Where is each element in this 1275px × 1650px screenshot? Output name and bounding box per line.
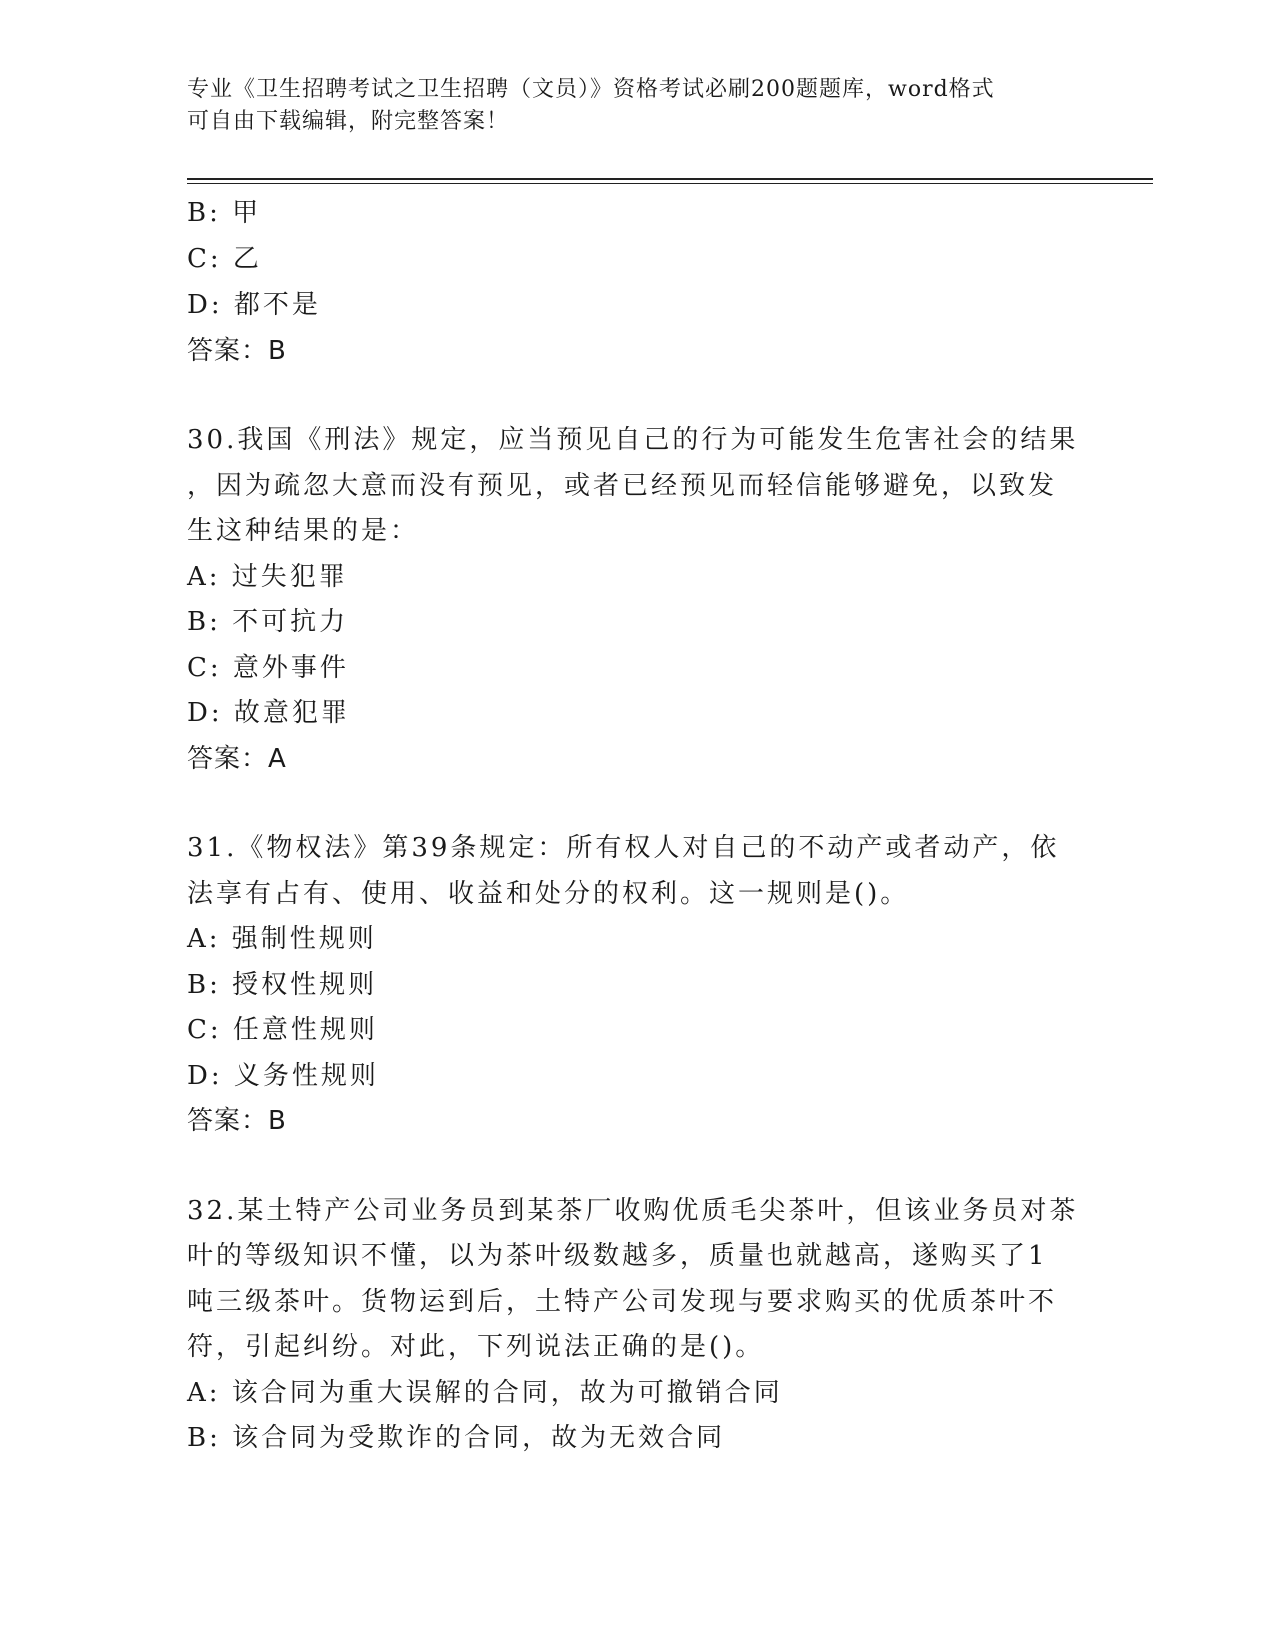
option-b: B: 授权性规则 [187,969,378,1000]
question-text-line: 吨三级茶叶。货物运到后，土特产公司发现与要求购买的优质茶叶不 [187,1286,1058,1317]
question-text-line: 30.我国《刑法》规定，应当预见自己的行为可能发生危害社会的结果 [187,425,1079,455]
document-header [187,74,1087,138]
question-text-line: 32.某土特产公司业务员到某茶厂收购优质毛尖茶叶，但该业务员对茶 [187,1195,1079,1226]
option-d: D: 都不是 [187,290,321,320]
answer: 答案：A [187,743,287,774]
previous-question-tail [187,190,1087,374]
header-divider [187,178,1153,184]
option-a: A: 强制性规则 [187,924,377,954]
option-c: C: 任意性规则 [187,1015,378,1045]
option-d: D: 故意犯罪 [187,698,350,728]
question-content [187,190,1087,1462]
option-a: A: 过失犯罪 [187,561,348,592]
question-text-line: ，因为疏忽大意而没有预见，或者已经预见而轻信能够避免，以致发 [187,470,1058,501]
answer: 答案：B [187,336,287,366]
question-text-line: 叶的等级知识不懂，以为茶叶级数越多，质量也就越高，遂购买了1 [187,1241,1048,1271]
option-b: B: 不可抗力 [187,607,349,637]
option-b: B: 甲 [187,198,262,228]
question-text-line: 法享有占有、使用、收益和处分的权利。这一规则是()。 [187,878,910,909]
header-line-2: 可自由下载编辑，附完整答案！ [187,109,510,134]
option-a: A: 该合同为重大误解的合同，故为可撤销合同 [187,1377,783,1408]
option-d: D: 义务性规则 [187,1060,379,1091]
question-30 [187,418,1087,782]
option-b: B: 该合同为受欺诈的合同，故为无效合同 [187,1423,726,1453]
question-text-line: 生这种结果的是： [187,516,420,546]
question-32 [187,1189,1087,1462]
header-line-1: 专业《卫生招聘考试之卫生招聘（文员）》资格考试必刷200题题库，word格式 [187,77,995,102]
question-text-line: 符，引起纠纷。对此，下列说法正确的是()。 [187,1332,765,1362]
answer: 答案：B [187,1106,287,1136]
question-31 [187,826,1087,1145]
option-c: C: 乙 [187,244,262,274]
question-text-line: 31.《物权法》第39条规定：所有权人对自己的不动产或者动产，依 [187,833,1060,863]
option-c: C: 意外事件 [187,652,349,683]
